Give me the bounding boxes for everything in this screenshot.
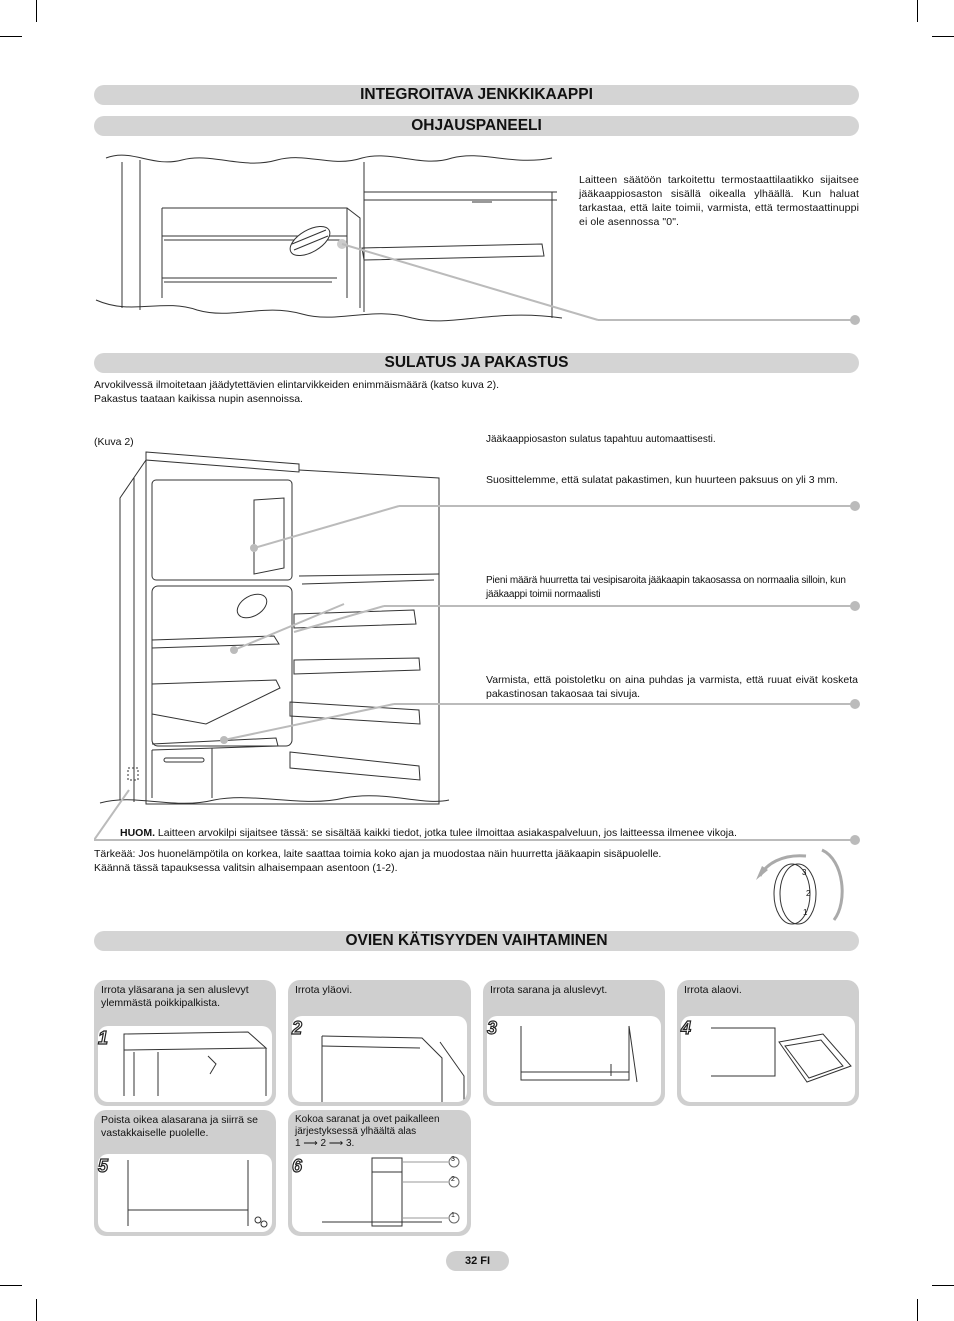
arrow-right-icon: ⟶ [303,1138,318,1149]
callout-4: Varmista, että poistoletku on aina puhdas ja varmista, että ruuat eivät kosketa pakastinosan takaosaa tai sivuja. [486,674,858,700]
crop-mark [36,0,37,22]
callout-3: Pieni määrä huurretta tai vesipisaroita jääkaapin takaosassa on normaalia silloin, kun jääkaappi toimii normaalisti [486,575,846,600]
crop-mark [917,1299,918,1321]
step-panel-1 [94,980,276,1106]
step-number: 5 [98,1156,109,1176]
arrow-right-icon: ⟶ [328,1138,344,1149]
dial-mark: 1 [803,908,808,917]
crop-mark [917,0,918,22]
step-panel-3 [483,980,665,1106]
step-text: Irrota sarana ja aluslevyt. [490,984,608,996]
callout-2: Suosittelemme, että sulatat pakastimen, kun huurteen paksuus on yli 3 mm. [486,474,838,486]
defrost-intro-2: Pakastus taataan kaikissa nupin asennoissa. [94,393,303,405]
step-number: 3 [487,1018,498,1038]
step-seq: 3. [345,1138,355,1149]
step-2-illustration [292,1016,467,1102]
dial-mark: 2 [806,889,811,898]
dial-mark: 3 [802,868,807,877]
step6-mark: 2 [451,1176,455,1183]
step-text: Kokoa saranat ja ovet paikalleen järjestyksessä ylhäältä alas [295,1114,440,1137]
step-1-illustration [98,1026,272,1102]
callout-lines [94,470,864,850]
control-panel-description: Laitteen säätöön tarkoitettu termostaattilaatikko sijaitsee jääkaappiosaston sisällä oikealla ylhäällä. Kun haluat tarkastaa, että laite toimii, varmista, että termostaattinuppi ei ole asennossa "0". [579,174,859,228]
step-number: 6 [292,1156,303,1176]
step-3-illustration [487,1016,661,1102]
step-panel-5 [94,1110,276,1236]
step-number: 4 [681,1018,692,1038]
figure-label: (Kuva 2) [94,436,134,448]
step-text: Irrota alaovi. [684,984,742,996]
note-text: Laitteen arvokilpi sijaitsee tässä: se sisältää kaikki tiedot, jotka tulee ilmoittaa asiakaspalveluun, jos laitteessa ilmenee vikoja. [155,827,737,839]
step6-mark: 3 [451,1156,455,1163]
crop-mark [0,36,22,37]
crop-mark [932,1285,954,1286]
callout-line [330,236,865,328]
section-title-control-panel: OHJAUSPANEELI [94,116,859,136]
callout-1: Jääkaappiosaston sulatus tapahtuu automaattisesti. [486,434,716,445]
step6-mark: 1 [451,1212,455,1219]
main-title: INTEGROITAVA JENKKIKAAPPI [94,85,859,105]
important-2: Käännä tässä tapauksessa valitsin alhaisempaan asentoon (1-2). [94,862,398,874]
step-5-illustration [98,1154,272,1232]
crop-mark [36,1299,37,1321]
step-text: Poista oikea alasarana ja siirrä se vastakkaiselle puolelle. [101,1114,258,1139]
crop-mark [932,36,954,37]
step-seq: 1 [295,1138,301,1149]
step-panel-6 [288,1110,471,1236]
important-1: Tärkeää: Jos huonelämpötila on korkea, laite saattaa toimia koko ajan ja muodostaa näin huurretta jääkaapin sisäpuolelle. [94,848,662,860]
section-title-door-reversal: OVIEN KÄTISYYDEN VAIHTAMINEN [94,931,859,951]
note-label: HUOM. [120,827,155,839]
step-4-illustration [681,1016,855,1102]
step-panel-4 [677,980,859,1106]
step-seq: 2 [320,1138,327,1149]
step-panel-2 [288,980,471,1106]
section-title-defrost: SULATUS JA PAKASTUS [94,353,859,373]
step-number: 2 [292,1018,303,1038]
step-text: Irrota yläovi. [295,984,353,996]
page-number: 32 FI [446,1251,509,1271]
crop-mark [0,1285,22,1286]
defrost-intro-1: Arvokilvessä ilmoitetaan jäädytettävien elintarvikkeiden enimmäismäärä (katso kuva 2). [94,379,500,391]
step-6-illustration [292,1154,467,1232]
note [120,826,840,840]
thermostat-dial-icon [752,846,848,928]
step-number: 1 [98,1028,109,1048]
step-text: Irrota yläsarana ja sen aluslevyt ylemmästä poikkipalkista. [101,984,249,1009]
